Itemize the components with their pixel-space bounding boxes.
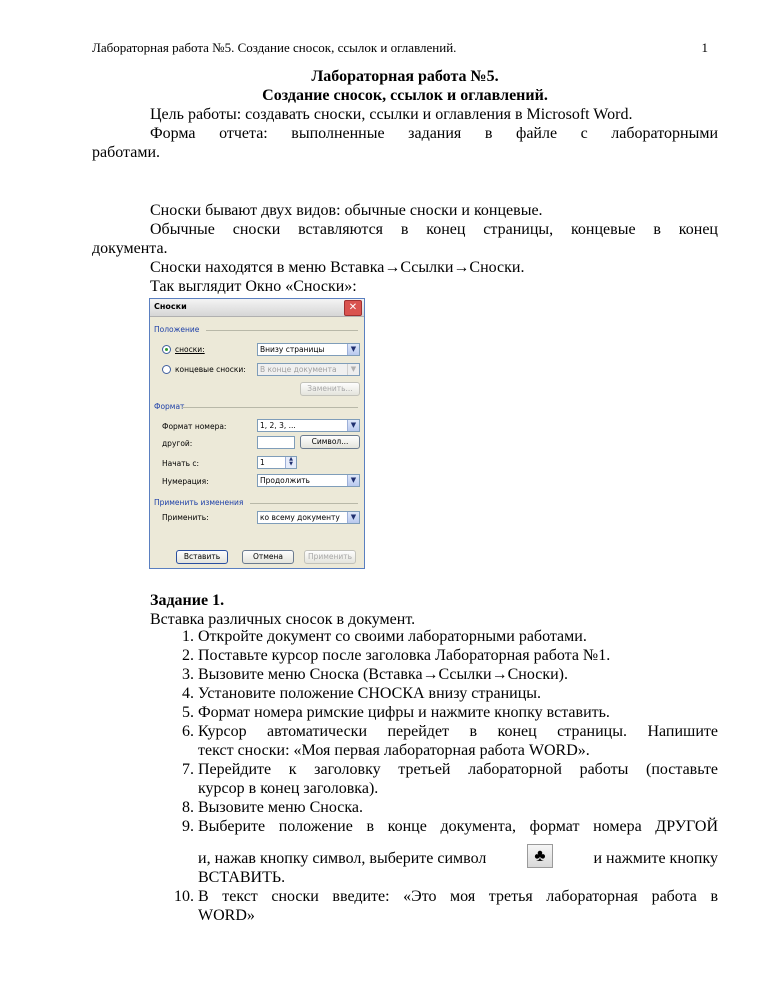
chevron-down-icon: ▼ <box>347 344 359 355</box>
dialog-title: Сноски <box>154 302 187 311</box>
para-footnote-placement-a: Обычные сноски вставляются в конец страницы, концевые в конец <box>150 221 718 238</box>
goal-text: Цель работы: создавать сноски, ссылки и оглавления в Microsoft Word. <box>150 106 633 123</box>
other-symbol-field[interactable] <box>257 436 295 449</box>
footnotes-dialog <box>149 298 365 569</box>
list-item: 7. Перейдите к заголовку третьей лабораторной работы (поставьте курсор в конец заголовка). <box>182 761 718 797</box>
list-item: 5. Формат номера римские цифры и нажмите кнопку вставить. <box>182 704 610 721</box>
chevron-down-icon: ▼ <box>347 512 359 523</box>
report-text-b: работами. <box>92 144 161 161</box>
start-label: Начать с: <box>162 459 200 468</box>
endnotes-position-select[interactable] <box>257 363 360 376</box>
start-at-value: 1 <box>260 458 265 467</box>
replace-button[interactable]: Заменить... <box>300 382 360 396</box>
section-apply-label: Применить изменения <box>154 498 244 507</box>
para-menu-location: Сноски находятся в меню Вставка→Ссылки→Сноски. <box>150 259 525 276</box>
list-item: 1. Откройте документ со своими лабораторными работами. <box>182 628 587 645</box>
task-intro: Вставка различных сносок в документ. <box>150 611 416 628</box>
apply-button[interactable]: Применить <box>304 550 356 564</box>
numbering-value: Продолжить <box>260 476 310 485</box>
insert-button[interactable]: Вставить <box>176 550 228 564</box>
report-text-a: Форма отчета: выполненные задания в файле с лабораторными <box>150 125 718 142</box>
list-item: 6. Курсор автоматически перейдет в конец страницы. Напишите текст сноски: «Моя первая лабораторная работа WORD». <box>182 723 718 759</box>
numbering-select[interactable] <box>257 474 360 487</box>
list-item: 2. Поставьте курсор после заголовка Лабораторная работа №1. <box>182 647 611 664</box>
doc-title-line2: Создание сносок, ссылок и оглавлений. <box>262 87 548 104</box>
para-dialog-intro: Так выглядит Окно «Сноски»: <box>150 278 357 295</box>
symbol-button[interactable]: Символ... <box>300 435 360 449</box>
header-text: Лабораторная работа №5. Создание сносок, ссылок и оглавлений. <box>92 40 457 55</box>
apply-to-value: ко всему документу <box>260 513 340 522</box>
para-footnote-types: Сноски бывают двух видов: обычные сноски и концевые. <box>150 202 543 219</box>
footnotes-position-value: Внизу страницы <box>260 345 325 354</box>
task-heading: Задание 1. <box>150 592 225 609</box>
radio-footnotes-label: сноски: <box>175 345 205 354</box>
radio-endnotes-label: концевые сноски: <box>175 365 246 374</box>
start-at-stepper[interactable] <box>257 456 297 469</box>
endnotes-position-value: В конце документа <box>260 365 337 374</box>
chevron-down-icon: ▼ <box>347 364 359 375</box>
para-footnote-placement-b: документа. <box>92 240 168 257</box>
list-item: 3. Вызовите меню Сноска (Вставка→Ссылки→Сноски). <box>182 666 568 683</box>
number-format-select[interactable] <box>257 419 360 432</box>
section-separator <box>182 407 358 408</box>
section-position-label: Положение <box>154 325 200 334</box>
footnotes-position-select[interactable] <box>257 343 360 356</box>
section-separator <box>206 330 358 331</box>
number-format-value: 1, 2, 3, ... <box>260 421 296 430</box>
apply-to-label: Применить: <box>162 513 209 522</box>
radio-endnotes[interactable] <box>162 365 171 374</box>
radio-footnotes[interactable] <box>162 345 171 354</box>
list-item: 9. Выберите положение в конце документа, формат номера ДРУГОЙ и, нажав кнопку символ, выберите символ ♣ и нажмите кнопку ВСТАВИТЬ. <box>182 818 718 886</box>
number-format-label: Формат номера: <box>162 422 227 431</box>
doc-title-line1: Лабораторная работа №5. <box>311 68 499 85</box>
apply-to-select[interactable] <box>257 511 360 524</box>
numbering-label: Нумерация: <box>162 477 209 486</box>
chevron-down-icon: ▼ <box>347 420 359 431</box>
cancel-button[interactable]: Отмена <box>242 550 294 564</box>
list-item: 10. В текст сноски введите: «Это моя третья лабораторная работа в WORD» <box>174 888 718 924</box>
page-header <box>92 40 708 56</box>
page-number: 1 <box>701 40 708 55</box>
section-separator <box>250 503 358 504</box>
spin-arrows-icon[interactable]: ▲ ▼ <box>285 457 296 468</box>
list-item: 4. Установите положение СНОСКА внизу страницы. <box>182 685 542 702</box>
list-item: 8. Вызовите меню Сноска. <box>182 799 363 816</box>
chevron-down-icon: ▼ <box>347 475 359 486</box>
other-label: другой: <box>162 439 193 448</box>
clubs-symbol-icon: ♣ <box>527 844 553 868</box>
section-format-label: Формат <box>154 402 185 411</box>
task-steps-list <box>150 627 718 925</box>
dialog-titlebar <box>150 299 364 317</box>
close-icon[interactable]: ✕ <box>344 300 362 316</box>
